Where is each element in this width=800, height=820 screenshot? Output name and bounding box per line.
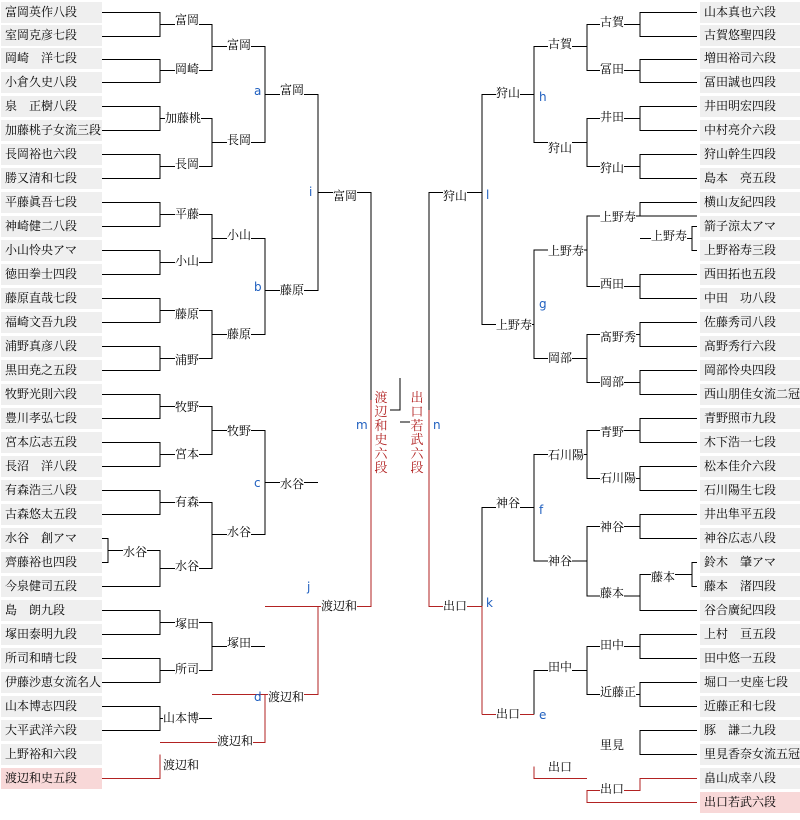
- bracket-line: [692, 227, 697, 251]
- bracket-line: [640, 683, 697, 707]
- player-cell: 狩山幹生四段: [700, 144, 800, 165]
- round1-winner: 加藤桃: [165, 111, 202, 125]
- round2-winner: 岡部: [548, 351, 573, 365]
- player-cell-finalist: 出口若武六段: [700, 792, 800, 813]
- round3-winner: 狩山: [496, 86, 521, 100]
- bracket-line: [692, 563, 697, 587]
- player-cell: 小山怜央アマ: [1, 240, 102, 261]
- bracket-line: [102, 13, 160, 37]
- round3-winner: 神谷: [496, 496, 521, 510]
- bracket-line: [102, 347, 160, 371]
- player-cell: 浦野真彦八段: [1, 336, 102, 357]
- round1-winner: 神谷: [600, 520, 625, 534]
- round1-winner: 有森: [175, 495, 200, 509]
- player-cell: 黒田尭之五段: [1, 360, 102, 381]
- bracket-line: [102, 299, 160, 323]
- bracket-line: [640, 275, 697, 299]
- bracket-line: [640, 323, 697, 347]
- bracket-line: [640, 155, 697, 179]
- player-cell: 宮本広志五段: [1, 432, 102, 453]
- bracket-line: [429, 193, 482, 411]
- block-letter: f: [539, 503, 544, 517]
- bracket-line: [429, 410, 482, 715]
- round1-winner: 小山: [175, 254, 200, 268]
- round1-winner: 古賀: [600, 15, 625, 29]
- player-cell: 藤原直哉七段: [1, 288, 102, 309]
- round1-winner: 所司: [175, 662, 200, 676]
- bracket-line: [102, 155, 160, 179]
- player-cell: 上野裕和六段: [1, 744, 102, 765]
- block-letter: l: [486, 188, 490, 202]
- bracket-line: [587, 216, 640, 287]
- player-cell: 小倉久史八段: [1, 72, 102, 93]
- player-cell: 近藤正和七段: [700, 696, 800, 717]
- round1-winner: 近藤正: [600, 685, 637, 699]
- bracket-line: [640, 107, 697, 131]
- round3-winner: 富岡: [280, 83, 305, 97]
- player-cell: 福崎文吾九段: [1, 312, 102, 333]
- block-letter: d: [254, 690, 262, 704]
- player-cell: 塚田泰明九段: [1, 624, 102, 645]
- round1-winner: 岡部: [600, 375, 625, 389]
- player-cell: 加藤桃子女流三段: [1, 120, 102, 141]
- player-cell: 所司和晴七段: [1, 648, 102, 669]
- round1-winner: 西田: [600, 277, 625, 291]
- bracket-line: [640, 203, 697, 217]
- player-cell: 大平武洋六段: [1, 720, 102, 741]
- player-cell: 堀口一史座七段: [700, 672, 800, 693]
- player-cell: 豊川孝弘七段: [1, 408, 102, 429]
- bracket-line: [640, 467, 697, 491]
- player-cell: 里見香奈女流五冠: [700, 744, 800, 765]
- bracket-line: [102, 707, 160, 731]
- round2-winner: 狩山: [548, 141, 573, 155]
- block-letter: j: [307, 580, 311, 594]
- player-cell: 徳田拳士四段: [1, 264, 102, 285]
- bracket-line: [482, 508, 534, 715]
- bracket-line: [640, 13, 697, 37]
- block-letter: a: [254, 84, 262, 98]
- round4-winner: 渡辺和: [321, 599, 358, 613]
- player-cell: 島 朗九段: [1, 600, 102, 621]
- block-letter: c: [254, 476, 261, 490]
- bracket-line: [102, 611, 160, 635]
- player-cell: 箭子涼太アマ: [700, 216, 800, 237]
- player-cell: 井田明宏四段: [700, 96, 800, 117]
- block-letter: g: [539, 297, 547, 311]
- round3-winner: 水谷: [280, 477, 305, 491]
- final-right-name: 出口若武六段: [410, 391, 424, 476]
- round2-winner: 神谷: [548, 554, 573, 568]
- round1-winner: 富岡: [175, 13, 200, 27]
- bracket-line: [102, 539, 108, 563]
- round3-winner: 上野寿: [496, 318, 533, 332]
- player-cell: 島本 亮五段: [700, 168, 800, 189]
- player-cell: 勝又清和七段: [1, 168, 102, 189]
- round1-winner: 田中: [600, 638, 625, 652]
- player-cell: 中村亮介六段: [700, 120, 800, 141]
- bracket-line: [640, 419, 697, 443]
- player-cell: 山本博志四段: [1, 696, 102, 717]
- bracket-line: [318, 193, 371, 401]
- player-cell: 増田裕司六段: [700, 48, 800, 69]
- player-cell: 谷合廣紀四段: [700, 600, 800, 621]
- bracket-line: [265, 607, 318, 695]
- player-cell: 水谷 創アマ: [1, 528, 102, 549]
- player-cell: 泉 正樹八段: [1, 96, 102, 117]
- round2-winner: 出口: [548, 760, 573, 774]
- round2-winner: 石川陽: [548, 448, 585, 462]
- round3-winner: 藤原: [280, 283, 305, 297]
- round0-winner: 藤本: [651, 570, 676, 584]
- block-letter: i: [309, 185, 313, 199]
- player-cell: 横山友紀四段: [700, 192, 800, 213]
- round2-winner: 富岡: [227, 38, 252, 52]
- player-cell: 髙野秀行六段: [700, 336, 800, 357]
- player-cell: 有森浩三八段: [1, 480, 102, 501]
- bracket-line: [102, 659, 160, 683]
- final-left-name: 渡辺和史六段: [374, 391, 388, 476]
- player-cell: 今泉健司五段: [1, 576, 102, 597]
- round1-winner: 里見: [600, 738, 625, 752]
- player-cell: 富岡英作八段: [1, 2, 102, 23]
- round2-winner: 田中: [548, 660, 573, 674]
- round1-winner: 岡崎: [175, 62, 200, 76]
- player-cell: 西田拓也五段: [700, 264, 800, 285]
- round1-winner: 藤本: [600, 586, 625, 600]
- player-cell: 石川陽生七段: [700, 480, 800, 501]
- player-cell: 長岡裕也六段: [1, 144, 102, 165]
- round4-winner: 狩山: [443, 189, 468, 203]
- round2-winner: 小山: [227, 228, 252, 242]
- player-cell: 神崎健二八段: [1, 216, 102, 237]
- round0-winner: 上野寿: [651, 229, 688, 243]
- player-cell: 神谷広志八段: [700, 528, 800, 549]
- player-cell: 平藤眞吾七段: [1, 192, 102, 213]
- player-cell: 長沼 洋八段: [1, 456, 102, 477]
- player-cell: 豚 謙二九段: [700, 720, 800, 741]
- round1-winner: 山本博: [163, 711, 200, 725]
- round4-winner: 富岡: [333, 189, 358, 203]
- player-cell: 冨田誠也四段: [700, 72, 800, 93]
- bracket-line: [102, 395, 160, 419]
- player-cell: 上野裕寿三段: [700, 240, 800, 261]
- round2-winner: 渡辺和: [217, 734, 254, 748]
- block-letter: h: [539, 90, 547, 104]
- block-letter: e: [539, 708, 547, 722]
- round1-winner: 石川陽: [600, 471, 637, 485]
- player-cell: 田中悠一五段: [700, 648, 800, 669]
- player-cell: 中田 功八段: [700, 288, 800, 309]
- round1-winner: 宮本: [175, 447, 200, 461]
- bracket-line: [390, 378, 410, 422]
- bracket-line: [640, 60, 697, 83]
- bracket-line: [640, 371, 697, 395]
- round4-winner: 出口: [443, 599, 468, 613]
- player-cell: 上村 亘五段: [700, 624, 800, 645]
- player-cell: 伊藤沙恵女流名人: [1, 672, 102, 693]
- round1-winner: 髙野秀: [600, 330, 637, 344]
- player-cell: 古賀悠聖四段: [700, 25, 800, 46]
- player-cell: 松本佳介六段: [700, 456, 800, 477]
- player-cell: 佐藤秀司八段: [700, 312, 800, 333]
- bracket-line: [482, 95, 534, 325]
- round1-winner: 渡辺和: [163, 758, 200, 772]
- round3-winner: 渡辺和: [268, 690, 305, 704]
- round2-winner: 長岡: [227, 133, 252, 147]
- player-cell: 室岡克彦七段: [1, 25, 102, 46]
- bracket-line: [587, 119, 640, 167]
- round1-winner: 青野: [600, 425, 625, 439]
- round1-winner: 浦野: [175, 353, 200, 367]
- player-cell: 古森悠太五段: [1, 504, 102, 525]
- bracket-line: [102, 251, 160, 275]
- round1-winner: 井田: [600, 110, 625, 124]
- round2-winner: 塚田: [227, 636, 252, 650]
- round2-winner: 上野寿: [548, 244, 585, 258]
- block-letter: n: [433, 418, 441, 432]
- player-cell: 岡崎 洋七段: [1, 48, 102, 69]
- round1-winner: 冨田: [600, 62, 625, 76]
- player-cell: 井出隼平五段: [700, 504, 800, 525]
- round1-winner: 平藤: [175, 207, 200, 221]
- round1-winner: 狩山: [600, 161, 625, 175]
- bracket-line: [640, 635, 697, 659]
- bracket-line: [640, 515, 697, 539]
- round2-winner: 古賀: [548, 37, 573, 51]
- player-cell: 畠山成幸八段: [700, 768, 800, 789]
- player-cell-finalist: 渡辺和史五段: [1, 768, 102, 789]
- block-letter: m: [356, 418, 368, 432]
- round2-winner: 牧野: [227, 424, 252, 438]
- round1-winner: 牧野: [175, 400, 200, 414]
- bracket-line: [102, 203, 160, 227]
- round2-winner: 藤原: [227, 327, 252, 341]
- bracket-line: [102, 443, 160, 467]
- round1-winner: 水谷: [175, 559, 200, 573]
- player-cell: 牧野光則六段: [1, 384, 102, 405]
- player-cell: 齊藤裕也四段: [1, 552, 102, 573]
- round1-winner: 藤原: [175, 307, 200, 321]
- round0-winner: 水谷: [123, 545, 148, 559]
- round2-winner: 水谷: [227, 525, 252, 539]
- player-cell: 藤本 渚四段: [700, 576, 800, 597]
- bracket-line: [102, 107, 160, 131]
- player-cell: 木下浩一七段: [700, 432, 800, 453]
- bracket-line: [102, 755, 160, 779]
- player-cell: 青野照市九段: [700, 408, 800, 429]
- round1-winner: 長岡: [175, 157, 200, 171]
- bracket-line: [102, 491, 160, 515]
- player-cell: 鈴木 肇アマ: [700, 552, 800, 573]
- block-letter: b: [254, 280, 262, 294]
- bracket-line: [640, 731, 697, 755]
- block-letter: k: [486, 596, 493, 610]
- round3-winner: 出口: [496, 707, 521, 721]
- round1-winner: 出口: [600, 782, 625, 796]
- round1-winner: 上野寿: [600, 210, 637, 224]
- player-cell: 岡部怜央四段: [700, 360, 800, 381]
- round1-winner: 塚田: [175, 617, 200, 631]
- bracket-line: [102, 60, 160, 83]
- player-cell: 山本真也六段: [700, 2, 800, 23]
- player-cell: 西山朋佳女流二冠: [700, 384, 800, 405]
